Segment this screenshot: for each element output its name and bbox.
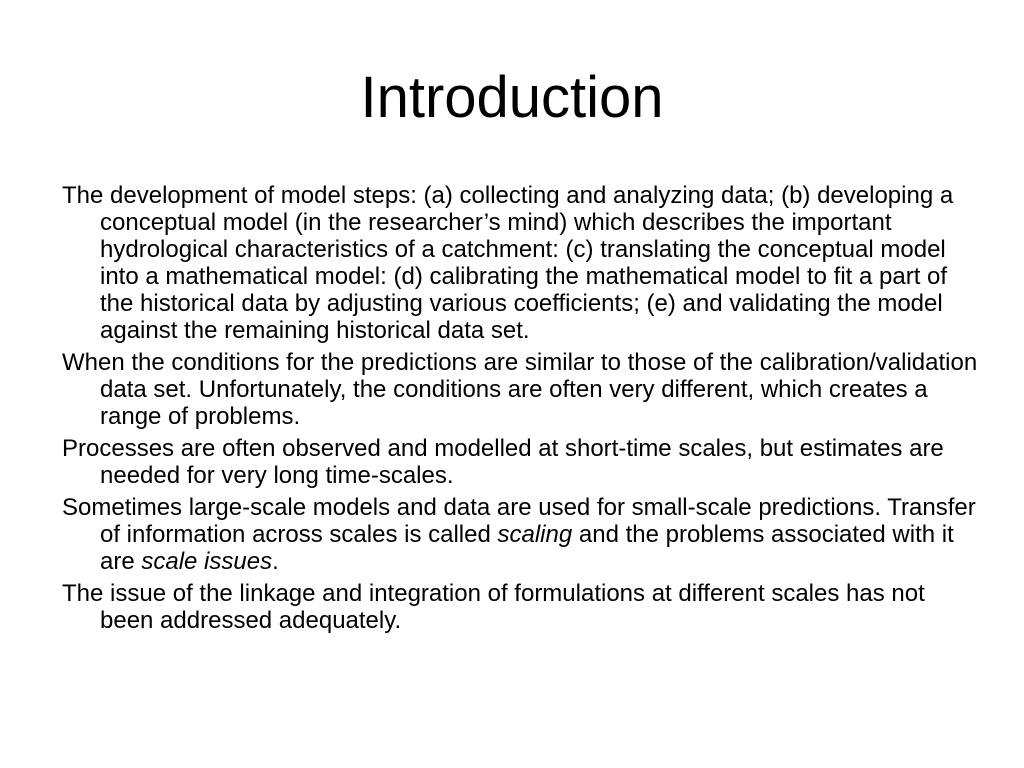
term-scaling: scaling: [497, 521, 573, 548]
paragraph-scaling-text-after: .: [272, 548, 279, 575]
slide-title: Introduction: [360, 65, 664, 130]
term-scale-issues: scale issues: [141, 548, 273, 575]
slide-body: [62, 182, 982, 639]
paragraph-prediction-conditions: When the conditions for the predictions are similar to those of the calibration/validation data set. Unfortunately, the conditions are often very different, which creates a range of problems.: [62, 349, 978, 430]
paragraph-linkage: The issue of the linkage and integration of formulations at different scales has not been addressed adequately.: [62, 580, 925, 634]
paragraph-scaling-text-before: Sometimes large-scale models and data are used for small-scale predictions. Transfer of information across scales is called: [62, 494, 976, 548]
paragraph-time-scales: Processes are often observed and modelled at short-time scales, but estimates are needed for very long time-scales.: [62, 435, 944, 489]
paragraph-model-steps: The development of model steps: (a) collecting and analyzing data; (b) developing a conceptual model (in the researcher’s mind) which describes the important hydrological characteristics of a catchment: (c) translating the conceptual model into a mathematical model: (d) calibrating the mathematical model to fit a part of the historical data by adjusting various coefficients; (e) and validating the model against the remaining historical data set.: [62, 182, 954, 344]
paragraph-scaling-text-middle: and the problems associated with it are: [100, 521, 954, 575]
paragraph-scaling: [62, 494, 982, 575]
